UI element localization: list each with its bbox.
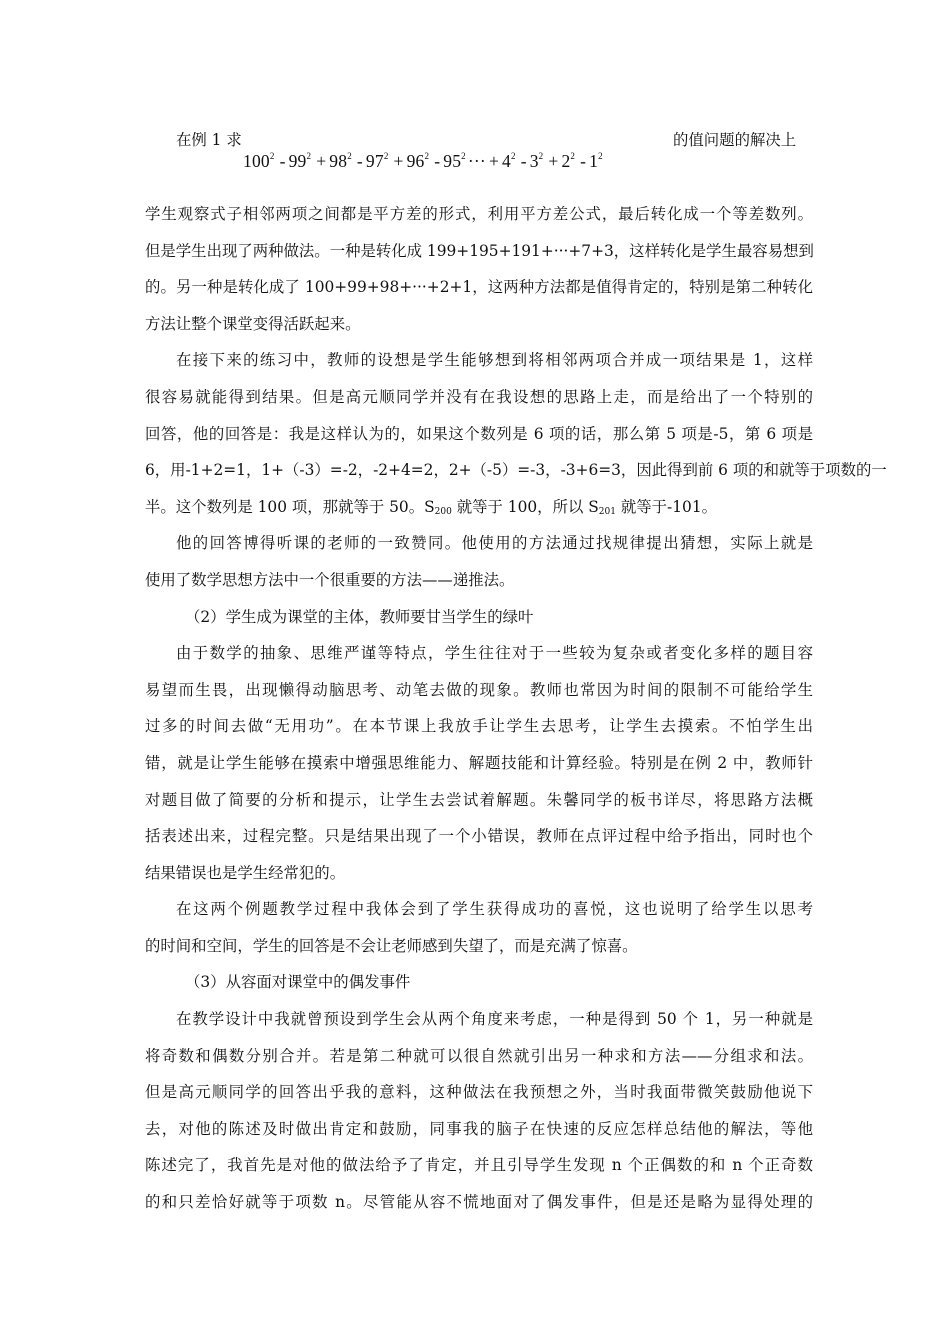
text-line: 学生观察式子相邻两项之间都是平方差的形式，利用平方差公式，最后转化成一个等差数列。	[145, 205, 813, 223]
formula-term: ···	[467, 151, 486, 171]
text-line: 去，对他的陈述及时做出肯定和鼓励，同事我的脑子在快速的反应怎样总结他的解法，等他	[145, 1119, 813, 1138]
formula-operator: +	[393, 151, 404, 171]
formula-operator: -	[580, 151, 587, 171]
text-line: 在这两个例题教学过程中我体会到了学生获得成功的喜悦，这也说明了给学生以思考	[176, 900, 813, 919]
text-line: 但是学生出现了两种做法。一种是转化成 199+195+191+···+7+3，这样转化是学生最容易想到	[145, 241, 814, 260]
formula-operator: -	[279, 151, 286, 171]
text-line: 6，用-1+2=1，1+（-3）=-2，-2+4=2，2+（-5）=-3，-3+6=3，因此得到前 6 项的和就等于项数的一	[145, 461, 887, 480]
formula-operator: +	[548, 151, 559, 171]
formula-term: 2	[561, 151, 571, 171]
formula-term: 100	[243, 151, 270, 171]
text-line: 在接下来的练习中，教师的设想是学生能够想到将相邻两项合并成一项结果是 1，这样	[176, 351, 813, 370]
text-line: 回答，他的回答是：我是这样认为的，如果这个数列是 6 项的话，那么第 5 项是-5，第 6 项是	[145, 424, 813, 443]
formula-paragraph-line	[145, 120, 813, 196]
formula-operator: +	[488, 151, 500, 171]
formula-lead-text: 在例 1 求	[176, 131, 242, 149]
formula-operator: +	[316, 151, 327, 171]
formula-exponent: 2	[347, 151, 352, 161]
text-line: 的和只差恰好就等于项数 n。尽管能从容不慌地面对了偶发事件，但是还是略为显得处理的	[145, 1193, 813, 1212]
formula-operator: -	[520, 151, 527, 171]
text-line	[145, 489, 813, 526]
formula-term: 98	[329, 151, 348, 171]
formula-term: 1	[589, 151, 599, 171]
section-heading: （2）学生成为课堂的主体，教师要甘当学生的绿叶	[185, 607, 534, 626]
text-segment: 半。这个数列是 100 项，那就等于 50。S	[145, 497, 435, 516]
formula-exponent: 2	[306, 151, 312, 161]
document-page	[145, 120, 887, 1221]
formula-exponent: 2	[383, 151, 389, 161]
formula-term: 3	[529, 151, 539, 171]
formula-exponent: 2	[510, 151, 516, 161]
formula-term: 4	[502, 151, 511, 171]
section-heading: （3）从容面对课堂中的偶发事件	[185, 973, 411, 992]
formula-term: 99	[288, 151, 307, 171]
text-line: 的。另一种是转化成了 100+99+98+···+2+1，这两种方法都是值得肯定的，特别是第二种转化	[145, 278, 813, 297]
text-line: 方法让整个课堂变得活跃起来。	[145, 314, 361, 333]
text-line: 括表述出来，过程完整。只是结果出现了一个小错误，教师在点评过程中给予指出，同时也个	[145, 827, 813, 846]
subscript-201: 201	[598, 506, 616, 517]
text-line: 将奇数和偶数分别合并。若是第二种就可以很自然就引出另一种求和方法——分组求和法。	[145, 1046, 813, 1065]
formula-exponent: 2	[424, 151, 430, 161]
text-line: 的时间和空间，学生的回答是不会让老师感到失望了，而是充满了惊喜。	[145, 936, 638, 955]
text-line: 但是高元顺同学的回答出乎我的意料，这种做法在我预想之外，当时我面带微笑鼓励他说下	[145, 1083, 813, 1102]
formula-term: 97	[365, 151, 384, 171]
formula-operator: -	[434, 151, 441, 171]
text-segment: 就等于 100，所以 S	[451, 497, 599, 516]
formula-exponent: 2	[538, 151, 544, 161]
text-line: 使用了数学思想方法中一个很重要的方法——递推法。	[145, 570, 515, 589]
text-line: 在教学设计中我就曾预设到学生会从两个角度来考虑，一种是得到 50 个 1，另一种就是	[176, 1010, 813, 1029]
subscript-200: 200	[434, 506, 452, 517]
formula-trail-text: 的值问题的解决上	[673, 131, 797, 149]
formula-term: 95	[443, 151, 462, 171]
text-line: 他的回答博得听课的老师的一致赞同。他使用的方法通过找规律提出猜想，实际上就是	[176, 534, 813, 553]
text-line: 由于数学的抽象、思维严谨等特点，学生往往对于一些较为复杂或者变化多样的题目容	[176, 644, 813, 663]
text-line: 过多的时间去做“无用功”。在本节课上我放手让学生去思考，让学生去摸索。不怕学生出	[145, 717, 813, 736]
formula-term: 96	[406, 151, 425, 171]
text-line: 陈述完了，我首先是对他的做法给予了肯定，并且引导学生发现 n 个正偶数的和 n 个正奇数	[145, 1156, 813, 1175]
formula-exponent: 2	[570, 151, 576, 161]
text-line: 易望而生畏，出现懒得动脑思考、动笔去做的现象。教师也常因为时间的限制不可能给学生	[145, 680, 813, 699]
formula-exponent: 2	[461, 151, 466, 161]
text-line: 很容易就能得到结果。但是高元顺同学并没有在我设想的思路上走，而是给出了一个特别的	[145, 387, 813, 406]
formula-exponent: 2	[598, 151, 603, 161]
formula-operator: -	[356, 151, 363, 171]
sum-formula	[243, 138, 605, 180]
formula-exponent: 2	[269, 151, 275, 161]
text-line: 结果错误也是学生经常犯的。	[145, 863, 346, 882]
text-line: 错，就是让学生能够在摸索中增强思维能力、解题技能和计算经验。特别是在例 2 中，教师针	[145, 753, 813, 772]
text-segment: 就等于-101。	[615, 497, 718, 516]
text-line: 对题目做了简要的分析和提示，让学生去尝试着解题。朱馨同学的板书详尽，将思路方法概	[145, 790, 813, 809]
